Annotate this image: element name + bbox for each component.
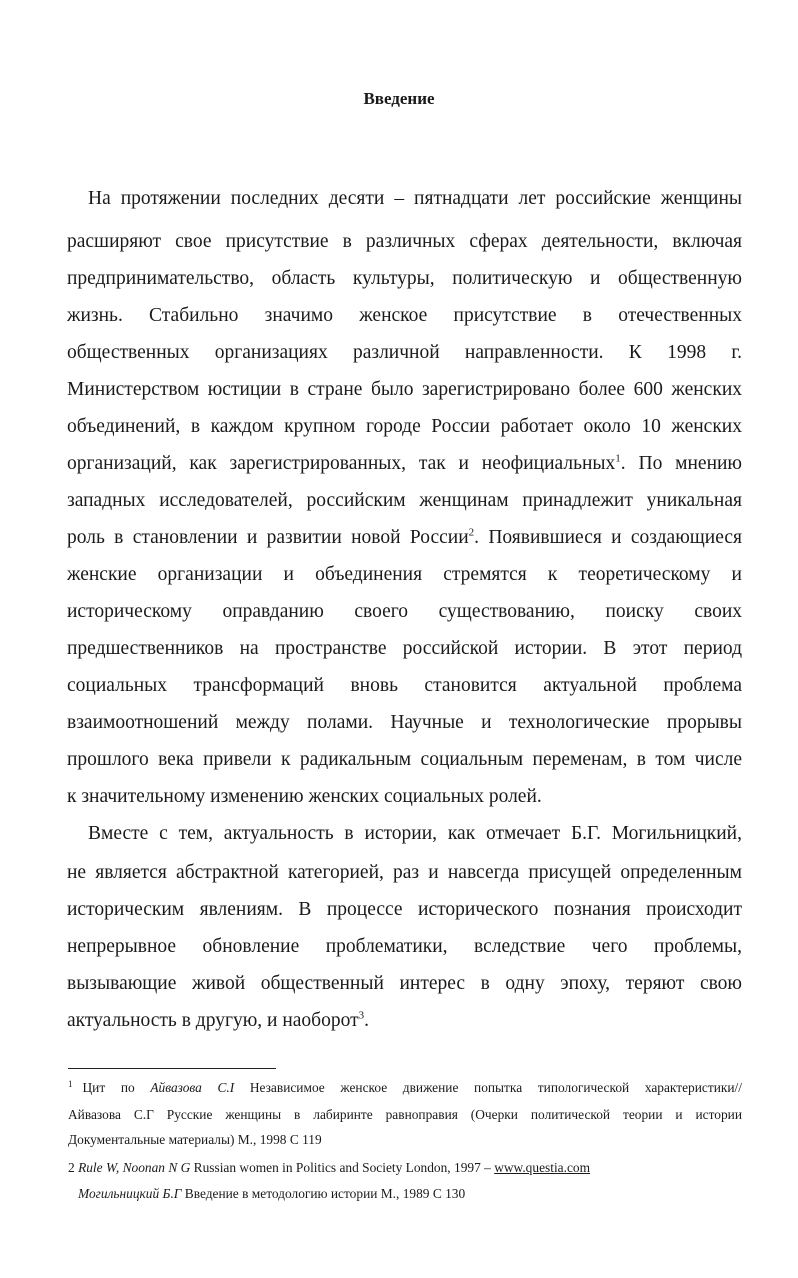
footnote-author: Айвазова С.І — [150, 1080, 235, 1095]
text-line: прошлого века привели к радикальным социальным переменам, в том числе — [67, 749, 742, 770]
text-line: объединений, в каждом крупном городе России работает около 10 женских — [67, 416, 742, 437]
page-title: Введение — [363, 89, 435, 108]
text-line — [67, 451, 742, 477]
text-line: женские организации и объединения стремятся к теоретическому и — [67, 564, 742, 585]
text-line — [67, 525, 742, 551]
footnote-ref-1: 1 — [615, 452, 621, 465]
footnote-1 — [68, 1079, 742, 1097]
text-line: не является абстрактной категорией, раз и навсегда присущей определенным — [67, 862, 742, 883]
footnote-text: Независимое женское движение попытка типологической характеристики// — [249, 1080, 742, 1095]
text-line: Министерством юстиции в стране было зарегистрировано более 600 женских — [67, 379, 742, 400]
text-line: общественных организациях различной направленности. К 1998 г. — [67, 342, 742, 363]
footnote-ref-3: 3 — [358, 1009, 365, 1022]
footnote-text: Russian women in Politics and Society London, 1997 – — [193, 1160, 491, 1175]
text-line: социальных трансформаций вновь становится актуальной проблема — [67, 675, 742, 696]
footnote-number: 2 — [68, 1160, 75, 1175]
text-line: западных исследователей, российским женщинам принадлежит уникальная — [67, 490, 742, 511]
footnote-3 — [78, 1185, 752, 1203]
footnote-link[interactable]: www.questia.com — [494, 1160, 591, 1175]
text-line: На протяжении последних десяти – пятнадцати лет российские женщины — [88, 188, 742, 209]
text-line: расширяют свое присутствие в различных сферах деятельности, включая — [67, 231, 742, 252]
footnote-2 — [68, 1159, 742, 1177]
text-line: вызывающие живой общественный интерес в одну эпоху, теряют свою — [67, 973, 742, 994]
text-line: жизнь. Стабильно значимо женское присутствие в отечественных — [67, 305, 742, 326]
text-line: Вместе с тем, актуальность в истории, как отмечает Б.Г. Могильницкий, — [88, 823, 742, 844]
text-segment: роль в становлении и развитии новой России — [67, 527, 469, 548]
text-segment: организаций, как зарегистрированных, так и неофициальных — [67, 453, 616, 474]
text-line: предпринимательство, область культуры, политическую и общественную — [67, 268, 742, 289]
text-line: непрерывное обновление проблематики, вследствие чего проблемы, — [67, 936, 742, 957]
text-segment: . — [364, 1010, 369, 1031]
footnote-text: Введение в методологию истории М., 1989 С 130 — [184, 1186, 466, 1201]
footnote-author: Могильницкий Б.Г — [78, 1186, 182, 1201]
text-line: предшественников на пространстве российской истории. В этот период — [67, 638, 742, 659]
text-segment: актуальность в другую, и наоборот — [67, 1010, 359, 1031]
text-segment: . По мнению — [620, 453, 743, 474]
text-line: историческим явлениям. В процессе исторического познания происходит — [67, 899, 742, 920]
text-segment: . Появившиеся и создающиеся — [474, 527, 742, 548]
footnote-1-line-3: Документальные материалы) М., 1998 С 119 — [68, 1132, 322, 1147]
text-line — [67, 1008, 742, 1034]
text-line: историческому оправданию своего существованию, поиску своих — [67, 601, 742, 622]
footnote-author: Rule W, Noonan N G — [78, 1160, 191, 1175]
text-line: взаимоотношений между полами. Научные и технологические прорывы — [67, 712, 742, 733]
footnote-mark: 1 — [68, 1078, 73, 1089]
text-line: к значительному изменению женских социальных ролей. — [67, 786, 542, 807]
footnote-1-line-2: Айвазова С.Г Русские женщины в лабиринте равноправия (Очерки политической теории и истории — [68, 1107, 742, 1122]
footnote-separator — [68, 1068, 276, 1069]
footnote-text: Цит по — [82, 1080, 135, 1095]
footnote-ref-2: 2 — [468, 526, 475, 539]
